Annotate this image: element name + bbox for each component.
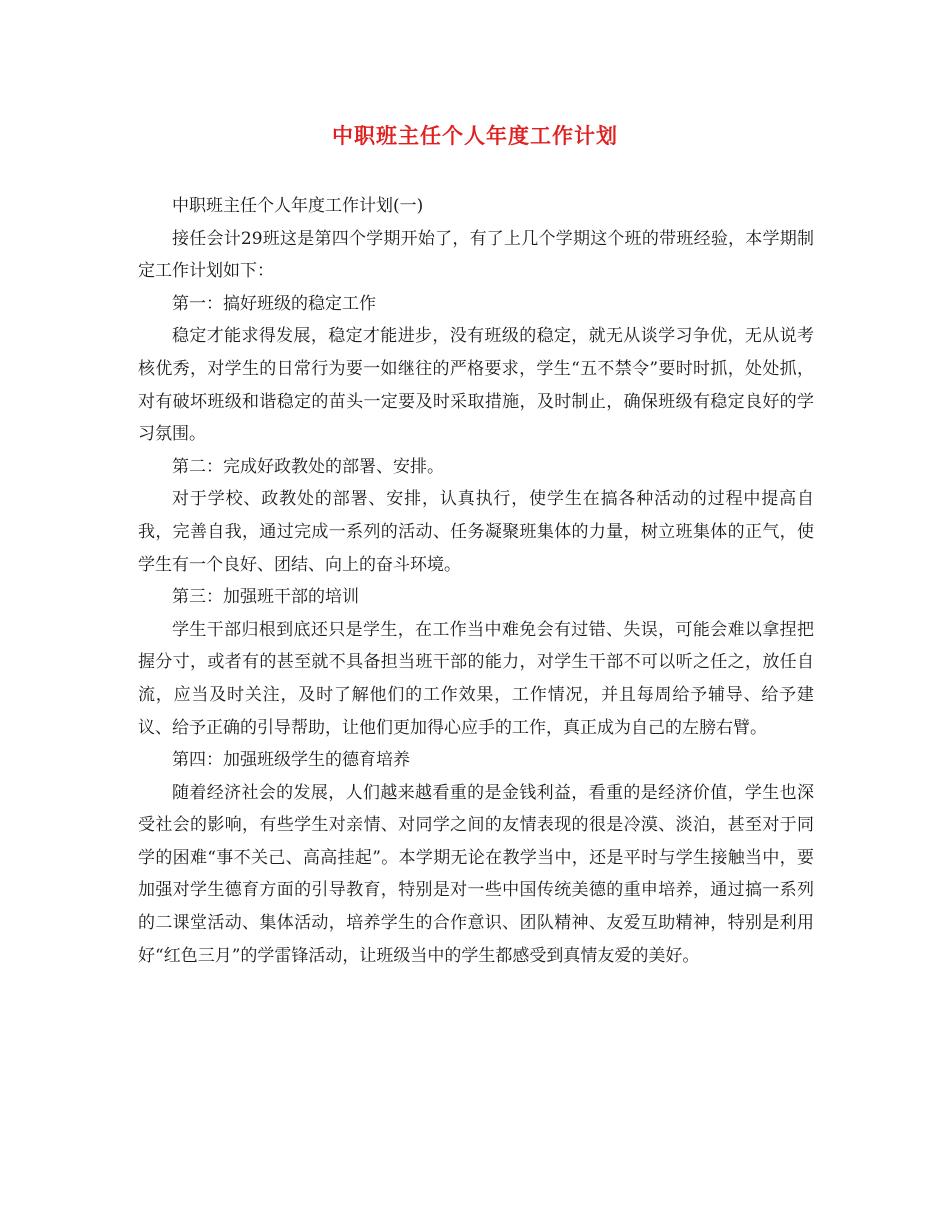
document-title: 中职班主任个人年度工作计划 bbox=[332, 123, 618, 148]
section-heading-4: 第四：加强班级学生的德育培养 bbox=[172, 750, 410, 771]
section-heading-2: 第二：完成好政教处的部署、安排。 bbox=[172, 456, 444, 477]
document-body bbox=[138, 190, 814, 972]
section-body-1: 稳定才能求得发展，稳定才能进步，没有班级的稳定，就无从谈学习争优，无从说考核优秀，对学生的日常行为要一如继往的严格要求，学生“五不禁令”要时时抓，处处抓，对有破坏班级和谐稳定的苗头一定要及时采取措施，及时制止，确保班级有稳定良好的学习氛围。 bbox=[138, 326, 814, 445]
intro-paragraph: 接任会计29班这是第四个学期开始了，有了上几个学期这个班的带班经验，本学期制定工作计划如下： bbox=[138, 228, 814, 282]
section-body-2: 对于学校、政教处的部署、安排，认真执行，使学生在搞各种活动的过程中提高自我，完善自我，通过完成一系列的活动、任务凝聚班集体的力量，树立班集体的正气，使学生有一个良好、团结、向上的奋斗环境。 bbox=[138, 489, 814, 575]
section-body-3: 学生干部归根到底还只是学生，在工作当中难免会有过错、失误，可能会难以拿捏把握分寸，或者有的甚至就不具备担当班干部的能力，对学生干部不可以听之任之，放任自流，应当及时关注，及时了解他们的工作效果，工作情况，并且每周给予辅导、给予建议、给予正确的引导帮助，让他们更加得心应手的工作，真正成为自己的左膀右臂。 bbox=[138, 619, 814, 738]
subtitle-paragraph: 中职班主任个人年度工作计划(一) bbox=[172, 196, 424, 216]
section-body-4: 随着经济社会的发展，人们越来越看重的是金钱利益，看重的是经济价值，学生也深受社会的影响，有些学生对亲情、对同学之间的友情表现的很是冷漠、淡泊，甚至对于同学的困难“事不关己、高高挂起”。本学期无论在教学当中，还是平时与学生接触当中，要加强对学生德育方面的引导教育，特别是对一些中国传统美德的重申培养，通过搞一系列的二课堂活动、集体活动，培养学生的合作意识、团队精神、友爱互助精神，特别是利用好“红色三月”的学雷锋活动，让班级当中的学生都感受到真情友爱的美好。 bbox=[138, 782, 814, 966]
section-heading-1: 第一：搞好班级的稳定工作 bbox=[172, 293, 376, 314]
section-heading-3: 第三：加强班干部的培训 bbox=[172, 587, 359, 608]
